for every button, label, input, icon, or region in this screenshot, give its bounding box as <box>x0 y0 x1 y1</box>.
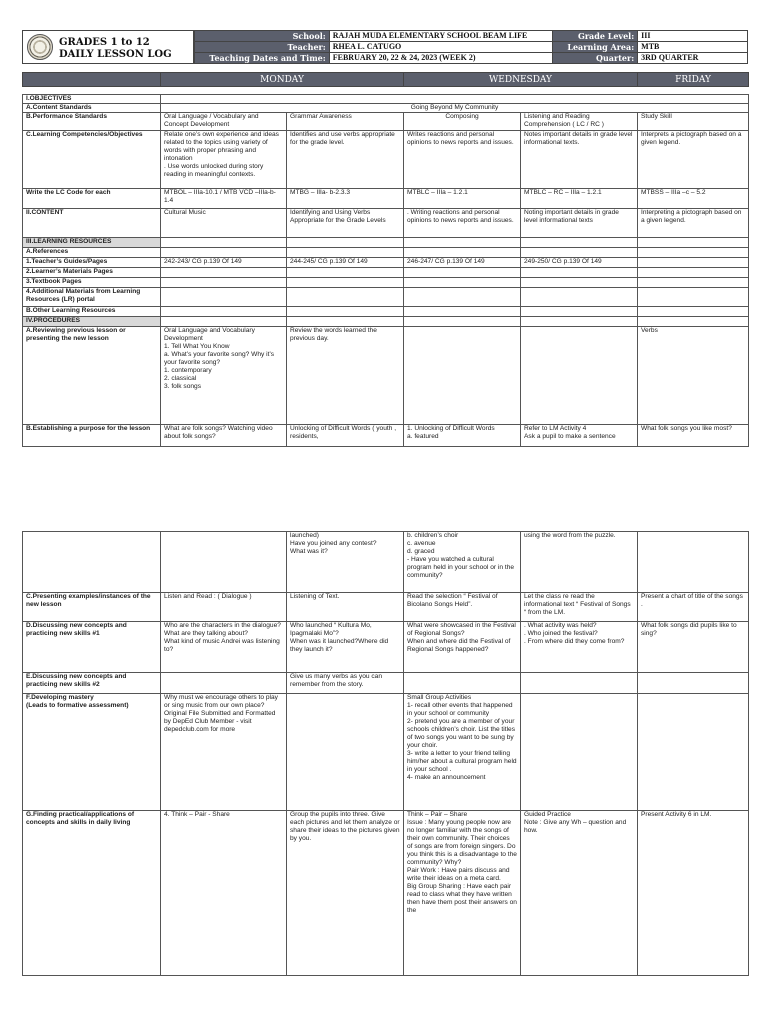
mastery-wednesday: Small Group Activities 1- recall other events that happened in your school or community 2- pretend you are a member of your schools children’s choir. List the titles of two songs you want to be sung by your choir. 3- write a letter to your friend telling him/her about a cultural program held in your school . 4- make an announcement <box>404 694 521 811</box>
row-additional-materials: 4.Additional Materials from Learning Resources (LR) portal <box>23 288 161 307</box>
discuss2-friday <box>638 673 749 694</box>
row-textbook-pages: 3.Textbook Pages <box>23 278 161 288</box>
row-purpose: B.Establishing a purpose for the lesson <box>23 425 161 447</box>
area-value: MTB <box>638 42 748 53</box>
row-mastery: F.Developing mastery (Leads to formative assessment) <box>23 694 161 811</box>
row-discuss2: E.Discussing new concepts and practicing new skills #2 <box>23 673 161 694</box>
review-thursday <box>521 327 638 425</box>
review-tuesday: Review the words learned the previous day. <box>287 327 404 425</box>
school-label: School: <box>195 31 330 42</box>
tg-monday: 242-243/ CG p.139 Of 149 <box>161 258 287 268</box>
lc-friday: Interprets a pictograph based on a given legend. <box>638 131 749 189</box>
finding-wednesday: Think – Pair – Share Issue : Many young people now are no longer familiar with the songs of their own community. Their choices of songs are from foreign singers. Do you think this is a disadvantage to the community? Why? Pair Work : Have pairs discuss and write their ideas on a meta card. Big Group Sharing : Have each pair read to class what they have written then have them post their answers on the <box>404 811 521 976</box>
row-competencies: C.Learning Competencies/Objectives <box>23 131 161 189</box>
dll-table-page1 <box>22 94 749 447</box>
finding-tuesday: Group the pupils into three. Give each pictures and let them analyze or share their ideas to the pictures given by you. <box>287 811 404 976</box>
logo-title: GRADES 1 to 12 DAILY LESSON LOG <box>59 37 172 60</box>
content-standards-value: Going Beyond My Community <box>161 104 749 113</box>
tg-friday <box>638 258 749 268</box>
purpose-tuesday: Unlocking of Difficult Words ( youth , residents, <box>287 425 404 447</box>
review-wednesday <box>404 327 521 425</box>
area-label: Learning Area: <box>553 42 638 53</box>
deped-seal-icon <box>27 34 53 60</box>
tg-thursday: 249-250/ CG p.139 Of 149 <box>521 258 638 268</box>
discuss1-tuesday: Who launched “ Kultura Mo, Ipagmalaki Mo”? When was it launched?Where did they launch it? <box>287 622 404 673</box>
cont-friday <box>638 532 749 593</box>
lc-thursday: Notes important details in grade level informational texts. <box>521 131 638 189</box>
row-references: A.References <box>23 248 161 258</box>
teacher-label: Teacher: <box>195 42 330 53</box>
row-presenting: C.Presenting examples/instances of the new lesson <box>23 593 161 622</box>
dates-value: FEBRUARY 20, 22 & 24, 2023 (WEEK 2) <box>329 53 553 64</box>
cont-thursday: using the word from the puzzle. <box>521 532 638 593</box>
ps-monday: Oral Language / Vocabulary and Concept Development <box>161 113 287 131</box>
day-header <box>22 72 749 87</box>
row-content-standards: A.Content Standards <box>23 104 161 113</box>
row-teachers-guides: 1.Teacher’s Guides/Pages <box>23 258 161 268</box>
content-tuesday: Identifying and Using Verbs Appropriate for the Grade Levels <box>287 209 404 238</box>
ps-thursday: Listening and Reading Comprehension ( LC / RC ) <box>521 113 638 131</box>
day-friday: FRIDAY <box>638 73 749 87</box>
teacher-value: RHEA L. CATUGO <box>329 42 553 53</box>
row-content: II.CONTENT <box>23 209 161 238</box>
discuss1-wednesday: What were showcased in the Festival of Regional Songs? When and where did the Festival of Regional Songs happened? <box>404 622 521 673</box>
finding-thursday: Guided Practice Note : Give any Wh – question and how. <box>521 811 638 976</box>
mastery-thursday <box>521 694 638 811</box>
quarter-label: Quarter: <box>553 53 638 64</box>
code-wednesday: MTBLC – IIIa – 1.2.1 <box>404 189 521 209</box>
presenting-wednesday: Read the selection “ Festival of Bicolano Songs Held”. <box>404 593 521 622</box>
purpose-friday: What folk songs you like most? <box>638 425 749 447</box>
code-monday: MTBOL – IIIa-10.1 / MTB VCD –IIIa-b-1.4 <box>161 189 287 209</box>
cont-tuesday: launched) Have you joined any contest? What was it? <box>287 532 404 593</box>
row-learners-materials: 2.Learner’s Materials Pages <box>23 268 161 278</box>
row-finding: G.Finding practical/applications of concepts and skills in daily living <box>23 811 161 976</box>
purpose-monday: What are folk songs? Watching video about folk songs? <box>161 425 287 447</box>
dll-table-page2 <box>22 531 749 976</box>
meta-table <box>194 30 748 64</box>
review-friday: Verbs <box>638 327 749 425</box>
lc-monday: Relate one’s own experience and ideas related to the topics using variety of words with proper phrasing and intonation . Use words unlocked during story reading in meaningful contexts. <box>161 131 287 189</box>
discuss2-tuesday: Give us many verbs as you can remember from the story. <box>287 673 404 694</box>
mastery-friday <box>638 694 749 811</box>
ps-tuesday: Grammar Awareness <box>287 113 404 131</box>
content-thursday: Noting important details in grade level informational texts <box>521 209 638 238</box>
row-discuss1: D.Discussing new concepts and practicing new skills #1 <box>23 622 161 673</box>
ps-wednesday: Composing <box>404 113 521 131</box>
row-objectives: I.OBJECTIVES <box>23 95 161 104</box>
day-header-blank <box>23 73 161 87</box>
content-monday: Cultural Music <box>161 209 287 238</box>
content-friday: Interpreting a pictograph based on a given legend. <box>638 209 749 238</box>
ps-friday: Study Skill <box>638 113 749 131</box>
presenting-friday: Present a chart of title of the songs . <box>638 593 749 622</box>
finding-friday: Present Activity 6 in LM. <box>638 811 749 976</box>
grade-label: Grade Level: <box>553 31 638 42</box>
day-wednesday: WEDNESDAY <box>404 73 638 87</box>
lc-wednesday: Writes reactions and personal opinions to news reports and issues. <box>404 131 521 189</box>
logo-box <box>22 30 194 64</box>
purpose-thursday: Refer to LM Activity 4 Ask a pupil to make a sentence <box>521 425 638 447</box>
content-wednesday: . Writing reactions and personal opinions to news reports and issues. <box>404 209 521 238</box>
cont-wednesday: b. children’s choir c. avenue d. graced - Have you watched a cultural program held in your school or in the community? <box>404 532 521 593</box>
mastery-tuesday <box>287 694 404 811</box>
dll-header <box>22 30 748 64</box>
finding-monday: 4. Think – Pair - Share <box>161 811 287 976</box>
tg-tuesday: 244-245/ CG p.139 Of 149 <box>287 258 404 268</box>
mastery-monday: Why must we encourage others to play or sing music from our own place? Original File Submitted and Formatted by DepEd Club Member - visit depedclub.com for more <box>161 694 287 811</box>
purpose-wednesday: 1. Unlocking of Difficult Words a. featured <box>404 425 521 447</box>
row-procedures: IV.PROCEDURES <box>23 317 161 327</box>
discuss1-thursday: . What activity was held? . Who joined the festival? . From where did they come from? <box>521 622 638 673</box>
discuss2-wednesday <box>404 673 521 694</box>
discuss2-thursday <box>521 673 638 694</box>
presenting-tuesday: Listening of Text. <box>287 593 404 622</box>
row-performance-standards: B.Performance Standards <box>23 113 161 131</box>
discuss1-monday: Who are the characters in the dialogue? What are they talking about? What kind of music Andrei was listening to? <box>161 622 287 673</box>
lc-tuesday: Identifies and use verbs appropriate for the grade level. <box>287 131 404 189</box>
tg-wednesday: 246-247/ CG p.139 Of 149 <box>404 258 521 268</box>
discuss2-monday <box>161 673 287 694</box>
row-continued <box>23 532 161 593</box>
row-review: A.Reviewing previous lesson or presenting the new lesson <box>23 327 161 425</box>
dates-label: Teaching Dates and Time: <box>195 53 330 64</box>
cont-monday <box>161 532 287 593</box>
row-lc-code: Write the LC Code for each <box>23 189 161 209</box>
code-friday: MTBSS – IIIa –c – 5.2 <box>638 189 749 209</box>
grade-value: III <box>638 31 748 42</box>
code-tuesday: MTBG – IIIa- b-2.3.3 <box>287 189 404 209</box>
presenting-thursday: Let the class re read the informational text “ Festival of Songs “ from the LM. <box>521 593 638 622</box>
presenting-monday: Listen and Read : ( Dialogue ) <box>161 593 287 622</box>
row-other-resources: B.Other Learning Resources <box>23 307 161 317</box>
school-value: RAJAH MUDA ELEMENTARY SCHOOL BEAM LIFE <box>329 31 553 42</box>
quarter-value: 3RD QUARTER <box>638 53 748 64</box>
review-monday: Oral Language and Vocabulary Development 1. Tell What You Know a. What’s your favorite song? Why it’s your favorite song? 1. contemporary 2. classical 3. folk songs <box>161 327 287 425</box>
code-thursday: MTBLC – RC – IIIa – 1.2.1 <box>521 189 638 209</box>
row-resources: III.LEARNING RESOURCES <box>23 238 161 248</box>
day-monday: MONDAY <box>161 73 404 87</box>
discuss1-friday: What folk songs did pupils like to sing? <box>638 622 749 673</box>
